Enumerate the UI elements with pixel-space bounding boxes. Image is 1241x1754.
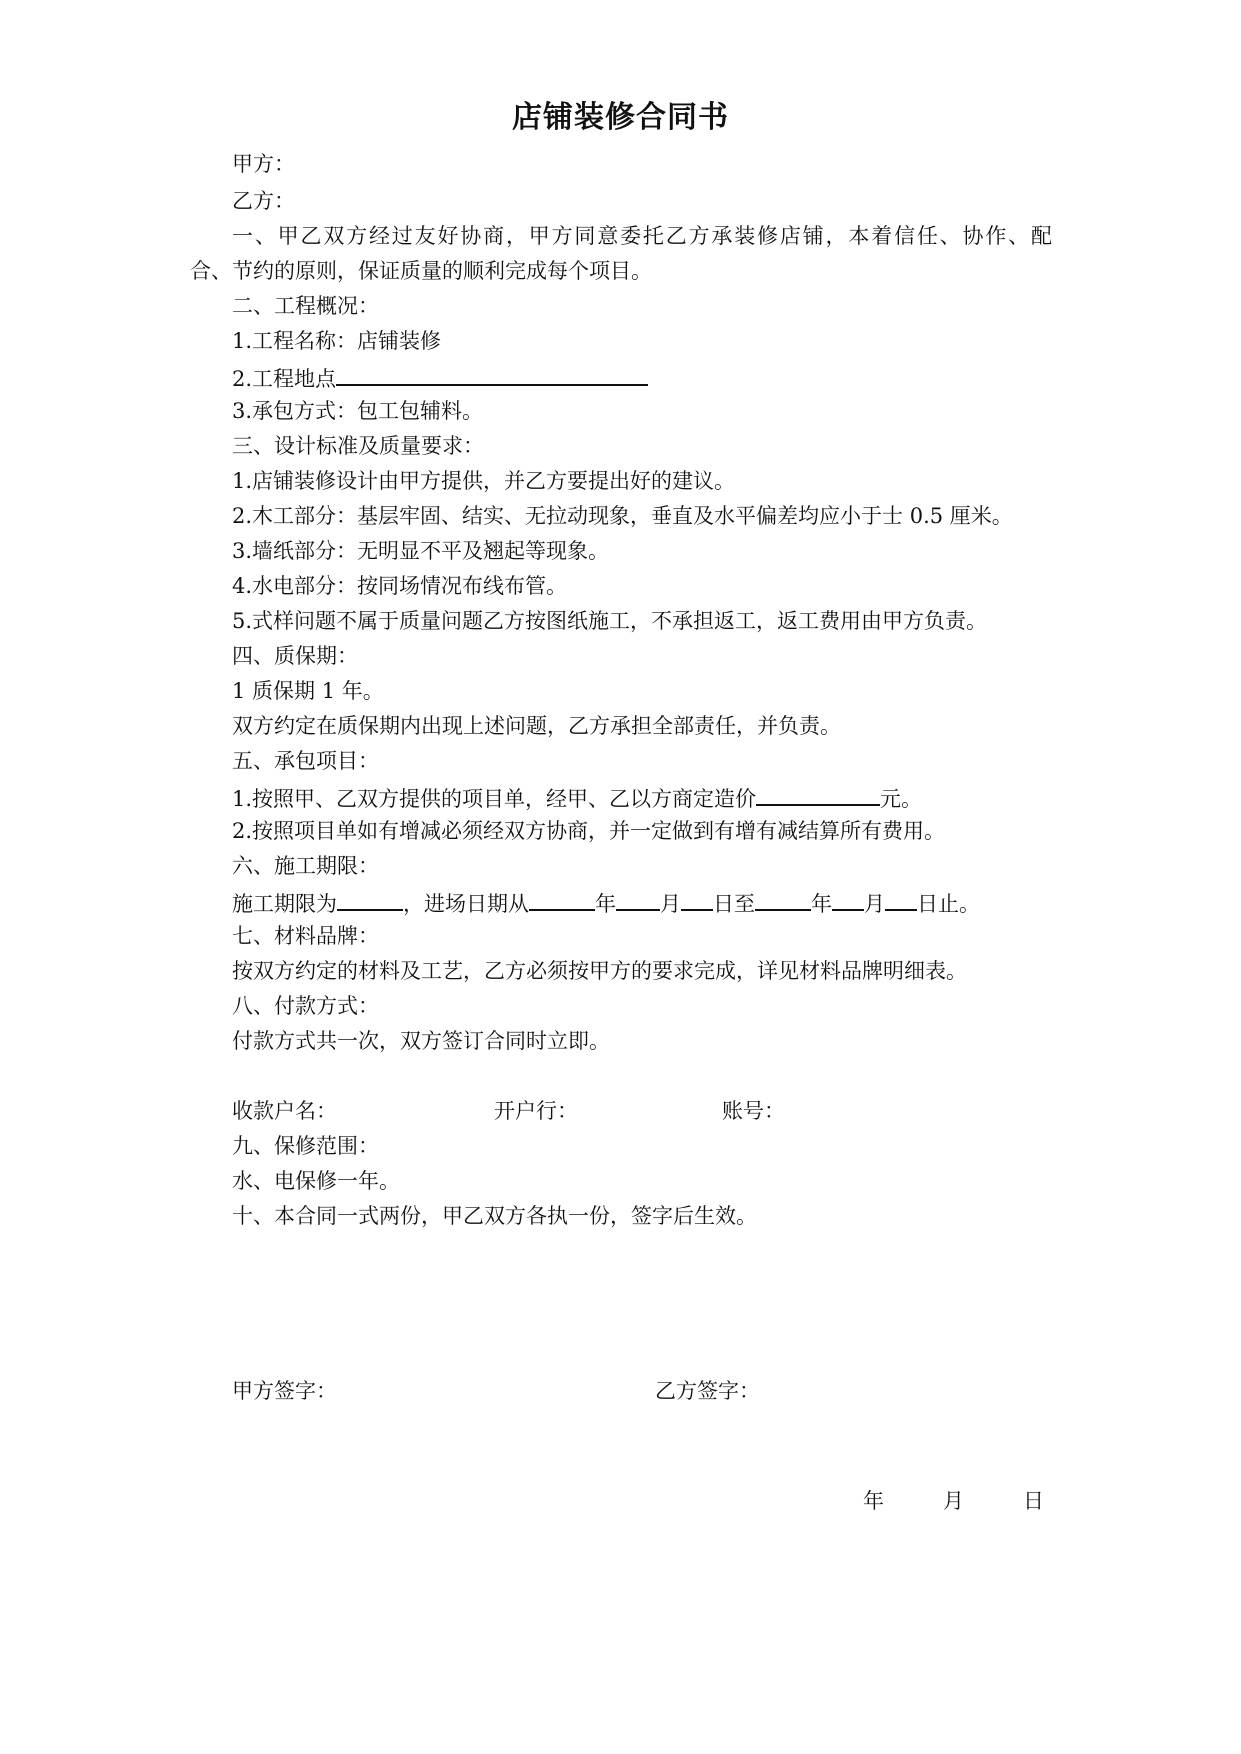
section3-heading: 三、设计标准及质量要求： — [232, 434, 484, 458]
document-title: 店铺装修合同书 — [512, 100, 729, 135]
start-month-blank — [616, 887, 660, 911]
end-year-blank — [755, 887, 811, 911]
section3-item4: 4.水电部分：按同场情况布线布管。 — [232, 574, 568, 598]
bank-label: 开户行： — [494, 1099, 578, 1123]
section10-text: 十、本合同一式两份，甲乙双方各执一份，签字后生效。 — [232, 1204, 757, 1228]
section8-heading: 八、付款方式： — [232, 994, 379, 1018]
date-year-label: 年 — [863, 1489, 884, 1513]
start-year-label: 年 — [595, 892, 616, 916]
section2-item2 — [232, 362, 648, 393]
date-month-label: 月 — [943, 1489, 964, 1513]
party-a-signature: 甲方签字： — [232, 1379, 337, 1403]
price-blank — [756, 782, 880, 806]
section3-item2: 2.木工部分：基层牢固、结实、无拉动现象，垂直及水平偏差均应小于士 0.5 厘米。 — [232, 504, 1013, 528]
price-unit: 元。 — [880, 787, 923, 811]
account-label: 账号： — [722, 1099, 785, 1123]
section2-item3: 3.承包方式：包工包辅料。 — [232, 399, 484, 423]
start-month-label: 月 — [660, 892, 681, 916]
section1-line2: 合、节约的原则，保证质量的顺利完成每个项目。 — [190, 259, 652, 283]
section4-item1: 1 质保期 1 年。 — [232, 679, 384, 703]
section1-line1: 一、甲乙双方经过友好协商，甲方同意委托乙方承装修店铺，本着信任、协作、配 — [232, 224, 1052, 248]
section2-heading: 二、工程概况： — [232, 294, 379, 318]
section3-item5: 5.式样问题不属于质量问题乙方按图纸施工，不承担返工，返工费用由甲方负责。 — [232, 609, 988, 633]
start-day-label: 日至 — [713, 892, 755, 916]
section7-heading: 七、材料品牌： — [232, 924, 379, 948]
period-label: 施工期限为 — [232, 892, 337, 916]
site-blank — [336, 362, 648, 386]
start-day-blank — [681, 887, 713, 911]
party-b-signature: 乙方签字： — [655, 1379, 760, 1403]
end-day-blank — [885, 887, 917, 911]
section3-item1: 1.店铺装修设计由甲方提供，并乙方要提出好的建议。 — [232, 469, 736, 493]
period-blank — [337, 887, 403, 911]
site-label: 2.工程地点 — [232, 367, 337, 391]
party-a-label: 甲方： — [232, 152, 295, 176]
section6-heading: 六、施工期限： — [232, 854, 379, 878]
section2-item1: 1.工程名称：店铺装修 — [232, 329, 442, 353]
section5-item1 — [232, 782, 922, 813]
section8-text: 付款方式共一次，双方签订合同时立即。 — [232, 1029, 610, 1053]
start-year-blank — [529, 887, 595, 911]
section3-item3: 3.墙纸部分：无明显不平及翘起等现象。 — [232, 539, 610, 563]
end-day-label: 日止。 — [917, 892, 980, 916]
section9-heading: 九、保修范围： — [232, 1134, 379, 1158]
party-b-label: 乙方： — [232, 189, 295, 213]
price-text: 1.按照甲、乙双方提供的项目单，经甲、乙以方商定造价 — [232, 787, 757, 811]
entry-label: ，进场日期从 — [403, 892, 529, 916]
section5-item2: 2.按照项目单如有增减必须经双方协商，并一定做到有增有减结算所有费用。 — [232, 819, 946, 843]
section7-text: 按双方约定的材料及工艺，乙方必须按甲方的要求完成，详见材料品牌明细表。 — [232, 959, 967, 983]
end-year-label: 年 — [811, 892, 832, 916]
section6-period — [232, 887, 980, 918]
section9-text: 水、电保修一年。 — [232, 1169, 400, 1193]
section5-heading: 五、承包项目： — [232, 749, 379, 773]
end-month-blank — [832, 887, 864, 911]
section4-item2: 双方约定在质保期内出现上述问题，乙方承担全部责任，并负责。 — [232, 714, 841, 738]
end-month-label: 月 — [864, 892, 885, 916]
payee-label: 收款户名： — [232, 1099, 337, 1123]
section4-heading: 四、质保期： — [232, 644, 358, 668]
date-day-label: 日 — [1023, 1489, 1044, 1513]
